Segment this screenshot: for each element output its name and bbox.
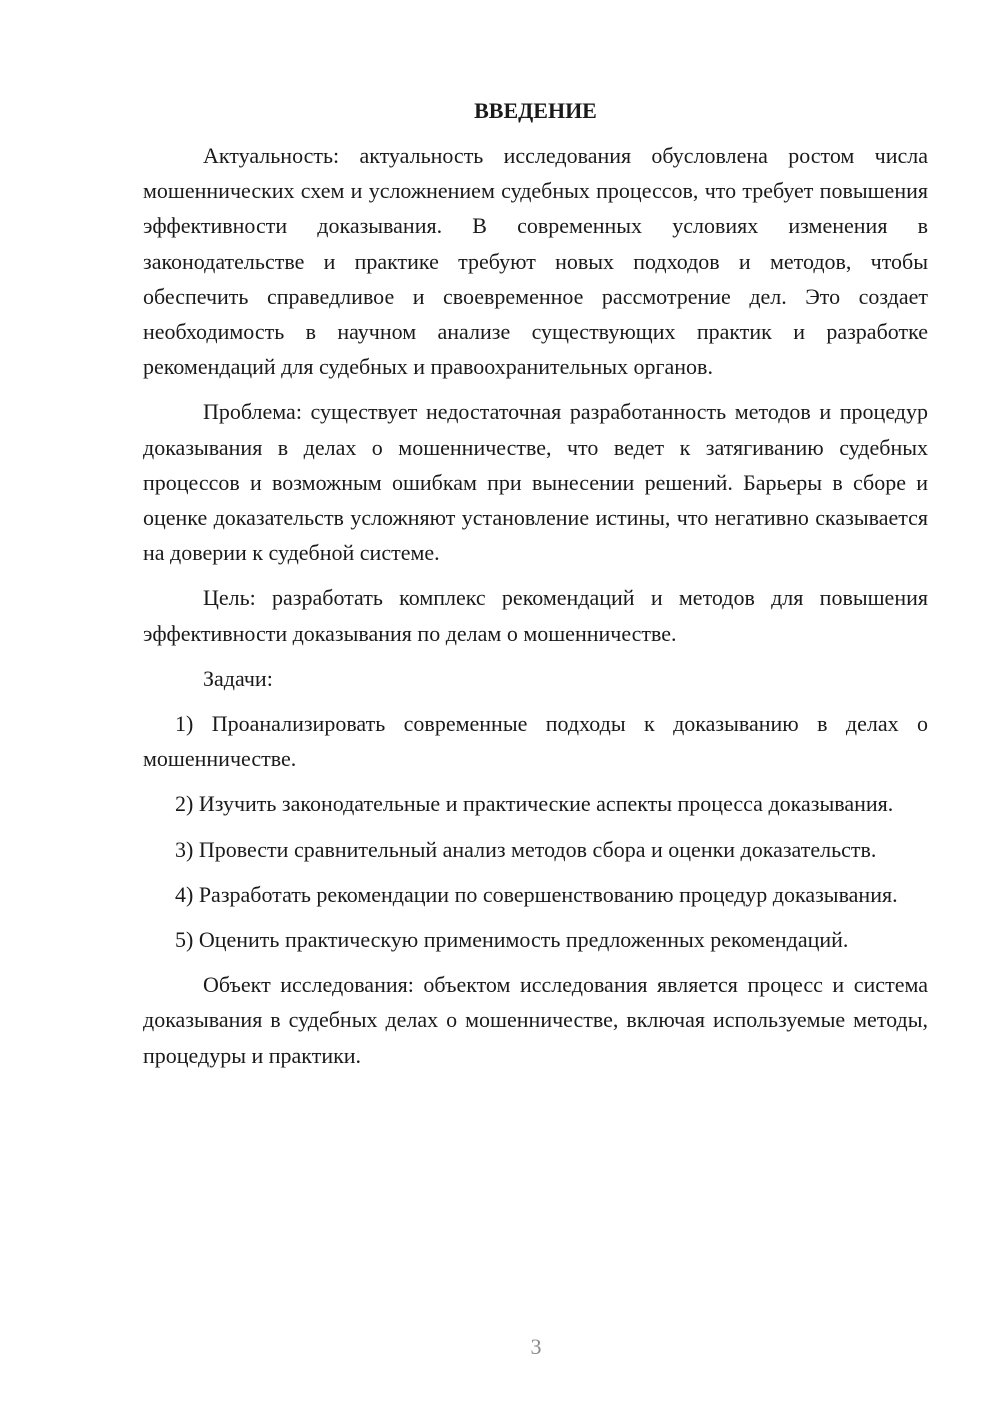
task-item-2: 2) Изучить законодательные и практические аспекты процесса доказывания. <box>175 791 894 817</box>
task-item-1: 1) Проанализировать современные подходы к доказыванию в делах о мошенничестве. <box>143 711 928 772</box>
task-item-3: 3) Провести сравнительный анализ методов сбора и оценки доказательств. <box>175 836 877 862</box>
page-content <box>143 96 928 1073</box>
object-paragraph: Объект исследования: объектом исследования является процесс и система доказывания в судебных делах о мошенничестве, включая используемые методы, процедуры и практики. <box>143 972 928 1068</box>
task-item-5: 5) Оценить практическую применимость предложенных рекомендаций. <box>175 927 849 953</box>
problem-paragraph: Проблема: существует недостаточная разработанность методов и процедур доказывания в делах о мошенничестве, что ведет к затягиванию судебных процессов и возможным ошибкам при вынесении решений. Барьеры в сборе и оценке доказательств усложняют установление истины, что негативно сказывается на доверии к судебной системе. <box>143 399 928 566</box>
task-item-4: 4) Разработать рекомендации по совершенствованию процедур доказывания. <box>175 881 898 907</box>
goal-paragraph: Цель: разработать комплекс рекомендаций и методов для повышения эффективности доказывания по делам о мошенничестве. <box>143 585 928 646</box>
tasks-heading: Задачи: <box>203 665 273 691</box>
page-number: 3 <box>530 1334 542 1359</box>
section-title: ВВЕДЕНИЕ <box>474 98 597 123</box>
relevance-paragraph: Актуальность: актуальность исследования обусловлена ростом числа мошеннических схем и усложнением судебных процессов, что требует повышения эффективности доказывания. В современных условиях изменения в законодательстве и практике требуют новых подходов и методов, чтобы обеспечить справедливое и своевременное рассмотрение дел. Это создает необходимость в научном анализе существующих практик и разработке рекомендаций для судебных и правоохранительных органов. <box>143 143 928 380</box>
